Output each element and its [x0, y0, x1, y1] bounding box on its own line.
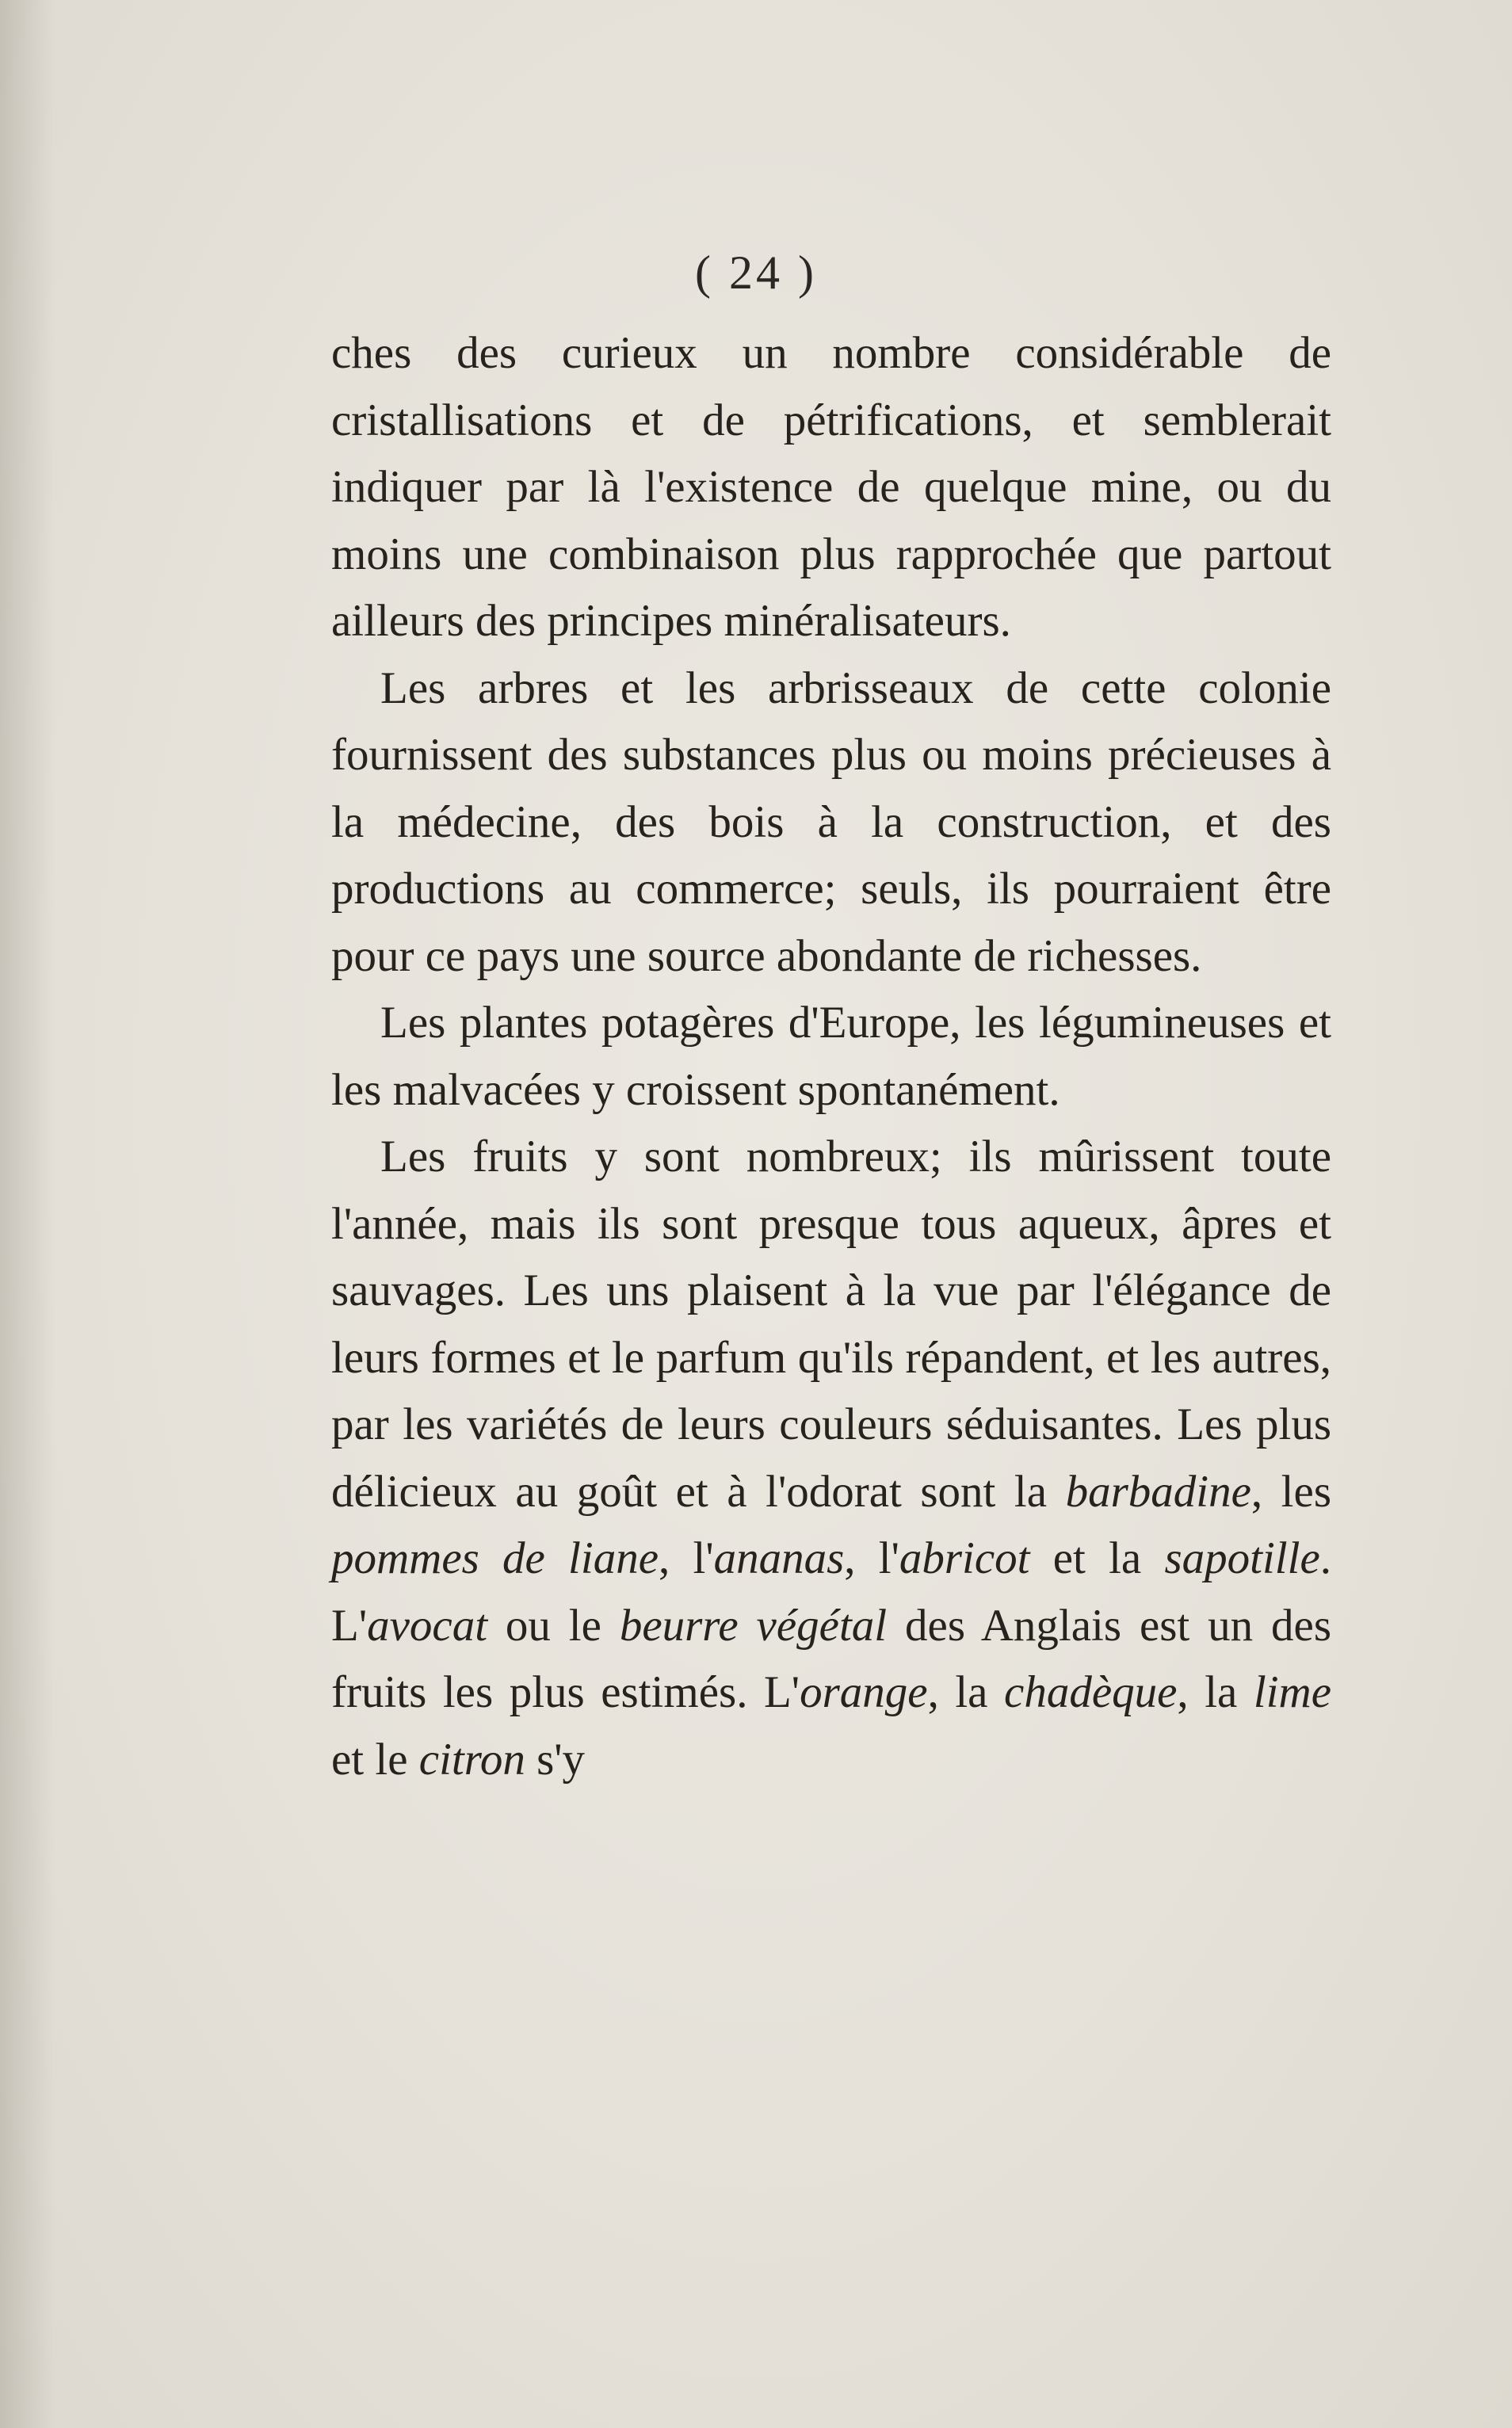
fruit-name-citron: citron: [418, 1734, 525, 1785]
paragraph-fruits: [331, 1124, 1331, 1793]
text-run: , la: [1177, 1667, 1254, 1717]
fruit-name-pommes-de-liane: pommes de liane: [331, 1533, 659, 1583]
text-run: et le: [331, 1734, 419, 1785]
fruit-name-avocat: avocat: [367, 1600, 488, 1651]
paragraph-arbres: Les arbres et les arbrisseaux de cette colonie fournissent des substances plus ou moins précieuses à la médecine, des bois à la construction, et des productions au commerce; seuls, ils pourraient être pour ce pays une source abondante de richesses.: [331, 662, 1331, 981]
text-run: , les: [1250, 1466, 1332, 1517]
text-run: , la: [927, 1667, 1005, 1717]
text-run: des Anglais est un des fruits les plus estimés. L': [331, 1600, 1332, 1717]
text-run: s'y: [525, 1734, 586, 1785]
paragraph-continuation: ches des curieux un nombre considérable de cristallisations et de pétrifications, et semblerait indiquer par là l'existence de quelque mine, ou du moins une combinaison plus rapprochée que partout ailleurs des principes minéralisateurs.: [331, 328, 1331, 646]
fruit-name-beurre-vegetal: beurre végétal: [619, 1600, 888, 1651]
gutter-shadow: [0, 0, 55, 2428]
text-run: ou le: [487, 1600, 620, 1651]
text-run: et la: [1029, 1533, 1165, 1583]
body-text: [331, 320, 1331, 1793]
fruit-name-chadeque: chadèque: [1004, 1667, 1178, 1717]
fruit-name-sapotille: sapotille: [1164, 1533, 1320, 1583]
page-number: ( 24 ): [695, 246, 817, 299]
text-run: Les fruits y sont nombreux; ils mûrissent toute l'année, mais ils sont presque tous aqueux, âpres et sauvages. Les uns plaisent à la vue par l'élégance de leurs formes et le parfum qu'ils répandent, et les autres, par les variétés de leurs couleurs séduisantes. Les plus délicieux au goût et à l'odorat sont la: [331, 1132, 1331, 1517]
text-run: , l': [659, 1533, 714, 1583]
fruit-name-abricot: abricot: [899, 1533, 1030, 1583]
fruit-name-orange: orange: [800, 1667, 928, 1717]
fruit-name-ananas: ananas: [713, 1533, 845, 1583]
text-run: . L': [331, 1533, 1332, 1651]
fruit-name-barbadine: barbadine: [1065, 1466, 1251, 1517]
fruit-name-lime: lime: [1253, 1667, 1332, 1717]
paragraph-plantes: Les plantes potagères d'Europe, les légumineuses et les malvacées y croissent spontanément.: [331, 998, 1331, 1115]
text-run: , l': [844, 1533, 899, 1583]
